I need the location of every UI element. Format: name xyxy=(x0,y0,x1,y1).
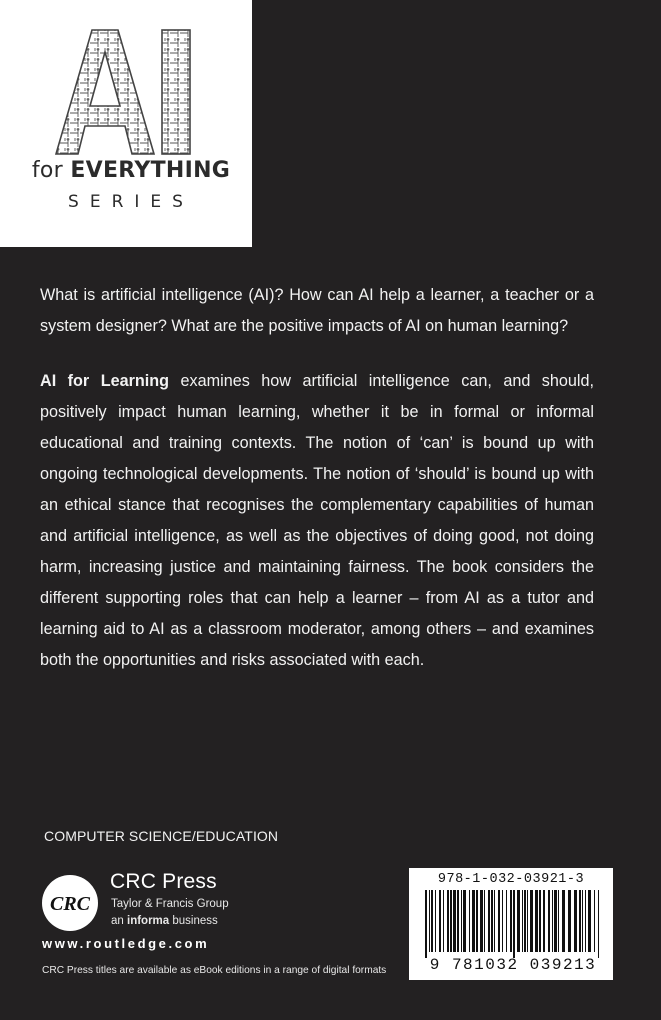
publisher-informa xyxy=(111,915,218,927)
barcode-bar xyxy=(517,890,520,952)
barcode-bar xyxy=(585,890,586,952)
barcode-bar xyxy=(568,890,571,952)
barcode-bar xyxy=(554,890,557,952)
barcode-bar xyxy=(476,890,478,952)
barcode-bar xyxy=(491,890,493,952)
barcode-bar xyxy=(594,890,595,952)
main-paragraph-text: examines how artificial intelligence can, and should, positively impact human learning, whether it be in formal or informal educational and training contexts. The notion of ‘can’ is bound up with ongoing technological developments. The notion of ‘should’ is bound up with an ethical stance that recognises the complementary capabilities of human and artificial intelligence, as well as the objectives of doing good, not doing harm, increasing justice and maintaining fairness. The book considers the different supporting roles that can help a learner – from AI as a tutor and learning aid to AI as a classroom moderator, among others – and examines both the opportunities and risks associated with each. xyxy=(40,372,594,669)
subject-category: COMPUTER SCIENCE/EDUCATION xyxy=(44,828,279,844)
barcode-bar xyxy=(443,890,444,952)
barcode-bar xyxy=(435,890,436,952)
barcode-bar xyxy=(463,890,466,952)
barcode-bar xyxy=(579,890,581,952)
ai-circuit-logo xyxy=(52,28,200,156)
barcode-bar xyxy=(506,890,507,952)
barcode-bar xyxy=(498,890,500,952)
barcode-bar xyxy=(527,890,528,952)
barcode-bar xyxy=(558,890,559,952)
series-for-everything xyxy=(0,158,262,183)
barcode-bar xyxy=(480,890,483,952)
isbn-top-label: 978-1-032-03921-3 xyxy=(437,872,585,887)
barcode-bar xyxy=(535,890,538,952)
barcode-bar xyxy=(429,890,430,952)
informa-bold: informa xyxy=(127,915,170,927)
barcode-bar xyxy=(484,890,485,952)
series-for-word: for xyxy=(31,158,64,183)
barcode-bar xyxy=(522,890,523,952)
barcode-bar xyxy=(461,890,462,952)
barcode-bar xyxy=(598,890,599,958)
series-everything-word: EVERYTHING xyxy=(70,158,231,183)
barcode-bar xyxy=(447,890,449,952)
main-paragraph xyxy=(40,366,594,676)
barcode-bar xyxy=(548,890,550,952)
barcode-bar xyxy=(453,890,456,952)
barcode-bar xyxy=(530,890,533,952)
barcode-bar xyxy=(488,890,490,952)
publisher-name: CRC Press xyxy=(110,870,217,893)
book-title: AI for Learning xyxy=(40,372,170,390)
barcode-bar xyxy=(502,890,503,952)
barcode-bar xyxy=(539,890,541,952)
barcode-bar xyxy=(431,890,433,952)
intro-paragraph: What is artificial intelligence (AI)? How can AI help a learner, a teacher or a system designer? What are the positive impacts of AI on human learning? xyxy=(40,286,594,335)
barcode-bar xyxy=(513,890,515,958)
barcode-bar xyxy=(450,890,452,952)
barcode-bar xyxy=(552,890,553,952)
publisher-group: Taylor & Francis Group xyxy=(111,898,229,910)
publisher-website[interactable]: www.routledge.com xyxy=(42,936,210,951)
informa-suffix: business xyxy=(169,915,218,927)
isbn-bottom-label: 9 781032 039213 xyxy=(429,956,597,974)
barcode-bar xyxy=(582,890,583,952)
barcode-bar xyxy=(574,890,577,952)
barcode-bar xyxy=(510,890,512,952)
crc-logo-text: CRC xyxy=(49,893,91,915)
barcode-bar xyxy=(439,890,441,952)
barcode-bar xyxy=(562,890,565,952)
series-logo-box xyxy=(0,0,252,247)
barcode-bar xyxy=(425,890,427,958)
barcode-bar xyxy=(472,890,475,952)
barcode-bars xyxy=(417,890,607,958)
informa-prefix: an xyxy=(111,915,127,927)
book-description xyxy=(40,280,594,700)
series-word: SERIES xyxy=(68,192,194,212)
barcode-bar xyxy=(457,890,459,952)
crc-press-logo-icon xyxy=(40,873,100,933)
barcode-bar xyxy=(588,890,591,952)
barcode-bar xyxy=(524,890,526,952)
barcode-bar xyxy=(469,890,470,952)
isbn-barcode xyxy=(409,868,613,980)
ebook-note: CRC Press titles are available as eBook editions in a range of digital formats xyxy=(42,965,387,976)
barcode-bar xyxy=(494,890,495,952)
barcode-bar xyxy=(543,890,545,952)
